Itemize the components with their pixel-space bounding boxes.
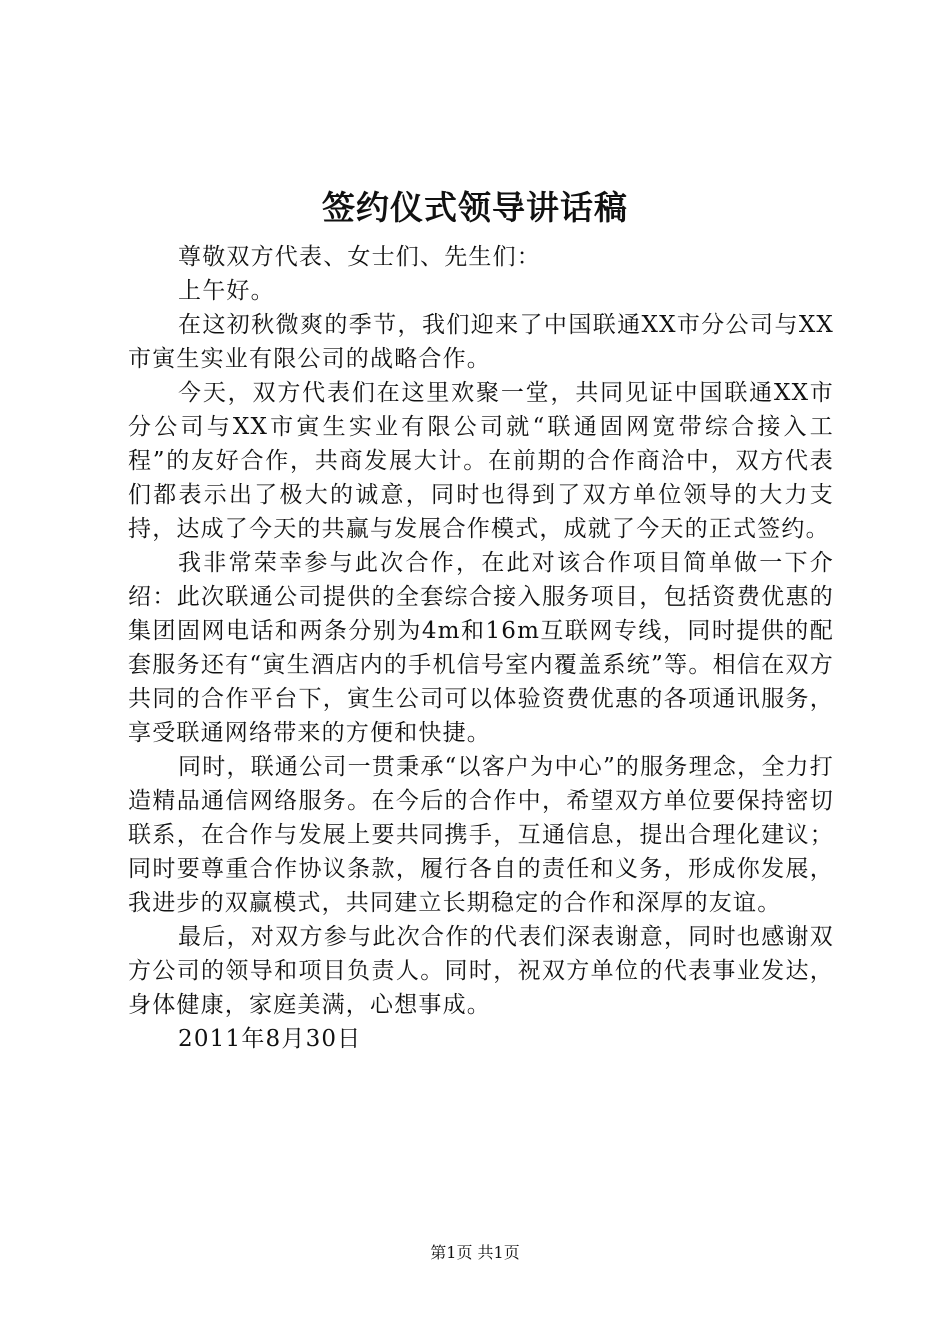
page-footer: 第1页 共1页 — [430, 1243, 520, 1262]
paragraph-closing: 最后，对双方参与此次合作的代表们深表谢意，同时也感谢双方公司的领导和项目负责人。同时，祝双方单位的代表事业发达，身体健康，家庭美满，心想事成。 — [128, 924, 834, 1018]
document-body — [128, 240, 834, 1056]
document-date: 2011年8月30日 — [178, 1026, 362, 1052]
greeting: 上午好。 — [178, 278, 275, 304]
paragraph-today: 今天，双方代表们在这里欢聚一堂，共同见证中国联通XX市分公司与XX市寅生实业有限公司就“联通固网宽带综合接入工程”的友好合作，共商发展大计。在前期的合作商洽中，双方代表们都表示出了极大的诚意，同时也得到了双方单位领导的大力支持，达成了今天的共赢与发展合作模式，成就了今天的正式签约。 — [128, 380, 834, 542]
document-title: 签约仪式领导讲话稿 — [322, 188, 628, 227]
paragraph-intro: 在这初秋微爽的季节，我们迎来了中国联通XX市分公司与XX市寅生实业有限公司的战略合作。 — [128, 312, 834, 372]
paragraph-cooperation: 同时，联通公司一贯秉承“以客户为中心”的服务理念，全力打造精品通信网络服务。在今后的合作中，希望双方单位要保持密切联系，在合作与发展上要共同携手，互通信息，提出合理化建议；同时要尊重合作协议条款，履行各自的责任和义务，形成你发展，我进步的双赢模式，共同建立长期稳定的合作和深厚的友谊。 — [128, 754, 834, 916]
salutation: 尊敬双方代表、女士们、先生们： — [178, 244, 541, 270]
paragraph-project: 我非常荣幸参与此次合作，在此对该合作项目简单做一下介绍：此次联通公司提供的全套综合接入服务项目，包括资费优惠的集团固网电话和两条分别为4m和16m互联网专线，同时提供的配套服务还有“寅生酒店内的手机信号室内覆盖系统”等。相信在双方共同的合作平台下，寅生公司可以体验资费优惠的各项通讯服务，享受联通网络带来的方便和快捷。 — [128, 550, 834, 746]
